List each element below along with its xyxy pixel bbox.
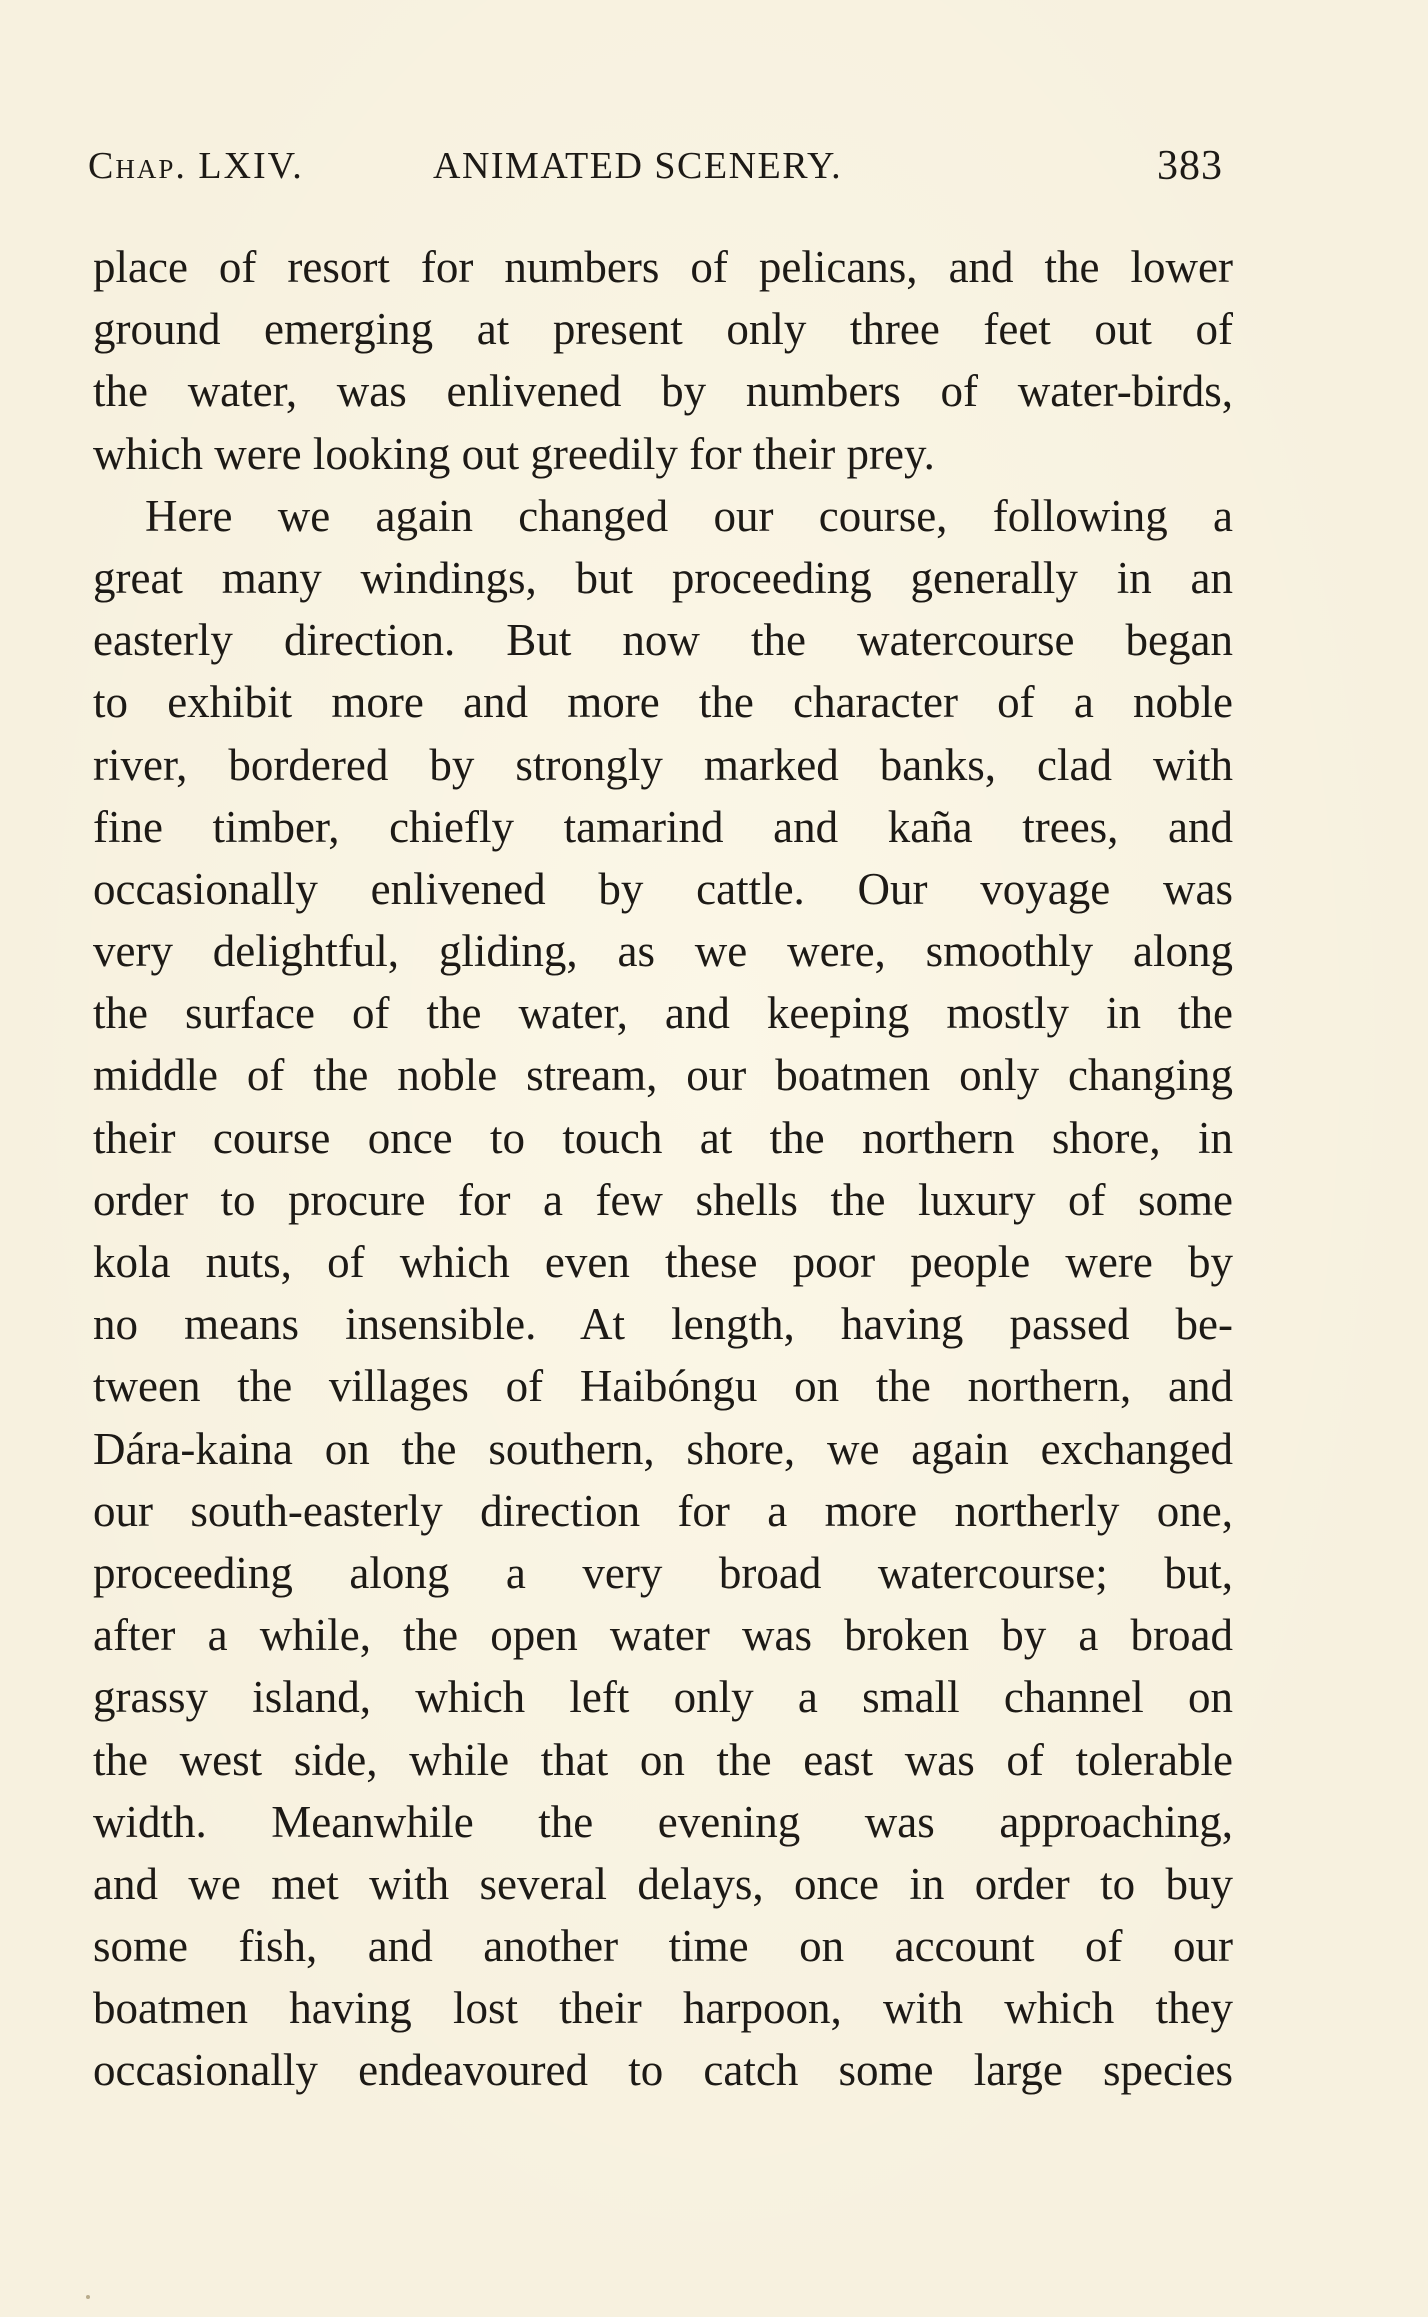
text-line: place of resort for numbers of pelicans, and the lower — [93, 242, 1233, 292]
text-line: which were looking out greedily for their prey. — [93, 428, 935, 479]
text-line: fine timber, chiefly tamarind and kaña trees, and — [93, 801, 1233, 852]
text-line: some fish, and another time on account of our — [93, 1921, 1233, 1972]
text-line: great many windings, but proceeding generally in an — [93, 552, 1233, 603]
body-text — [93, 236, 1233, 2102]
page-number: 383 — [1157, 143, 1223, 189]
text-line: easterly direction. But now the watercourse began — [93, 615, 1233, 666]
text-line: occasionally enlivened by cattle. Our voyage was — [93, 863, 1233, 914]
text-line: their course once to touch at the northern shore, in — [93, 1112, 1233, 1163]
chapter-label: Chap. LXIV. — [88, 145, 304, 187]
text-line: boatmen having lost their harpoon, with which they — [93, 1983, 1233, 2034]
text-line: tween the villages of Haibóngu on the northern, and — [93, 1361, 1233, 1412]
running-header — [88, 140, 1223, 192]
text-line: the west side, while that on the east was of tolerable — [93, 1734, 1233, 1785]
text-line: occasionally endeavoured to catch some large species — [93, 2045, 1233, 2096]
text-line: proceeding along a very broad watercourse; but, — [93, 1547, 1233, 1598]
text-line: width. Meanwhile the evening was approaching, — [93, 1796, 1233, 1847]
text-line: and we met with several delays, once in order to buy — [93, 1858, 1233, 1909]
text-line: middle of the noble stream, our boatmen only changing — [93, 1050, 1233, 1101]
text-line: order to procure for a few shells the luxury of some — [93, 1174, 1233, 1225]
text-line: our south-easterly direction for a more northerly one, — [93, 1485, 1233, 1536]
text-line: no means insensible. At length, having passed be- — [93, 1299, 1233, 1350]
text-line: Here we again changed our course, following a — [145, 490, 1233, 541]
text-line: Dára-kaina on the southern, shore, we again exchanged — [93, 1423, 1233, 1474]
text-line: kola nuts, of which even these poor people were by — [93, 1237, 1233, 1287]
text-line: ground emerging at present only three feet out of — [93, 304, 1233, 355]
text-line: the surface of the water, and keeping mostly in the — [93, 988, 1233, 1039]
text-line: grassy island, which left only a small channel on — [93, 1672, 1233, 1723]
text-line: to exhibit more and more the character of a noble — [93, 677, 1233, 728]
text-line: the water, was enlivened by numbers of water-birds, — [93, 366, 1233, 417]
text-line: very delightful, gliding, as we were, smoothly along — [93, 926, 1233, 977]
text-line: after a while, the open water was broken by a broad — [93, 1610, 1233, 1661]
running-title: ANIMATED SCENERY. — [433, 145, 843, 187]
paper-speck — [86, 2295, 90, 2299]
text-line: river, bordered by strongly marked banks, clad with — [93, 739, 1233, 790]
